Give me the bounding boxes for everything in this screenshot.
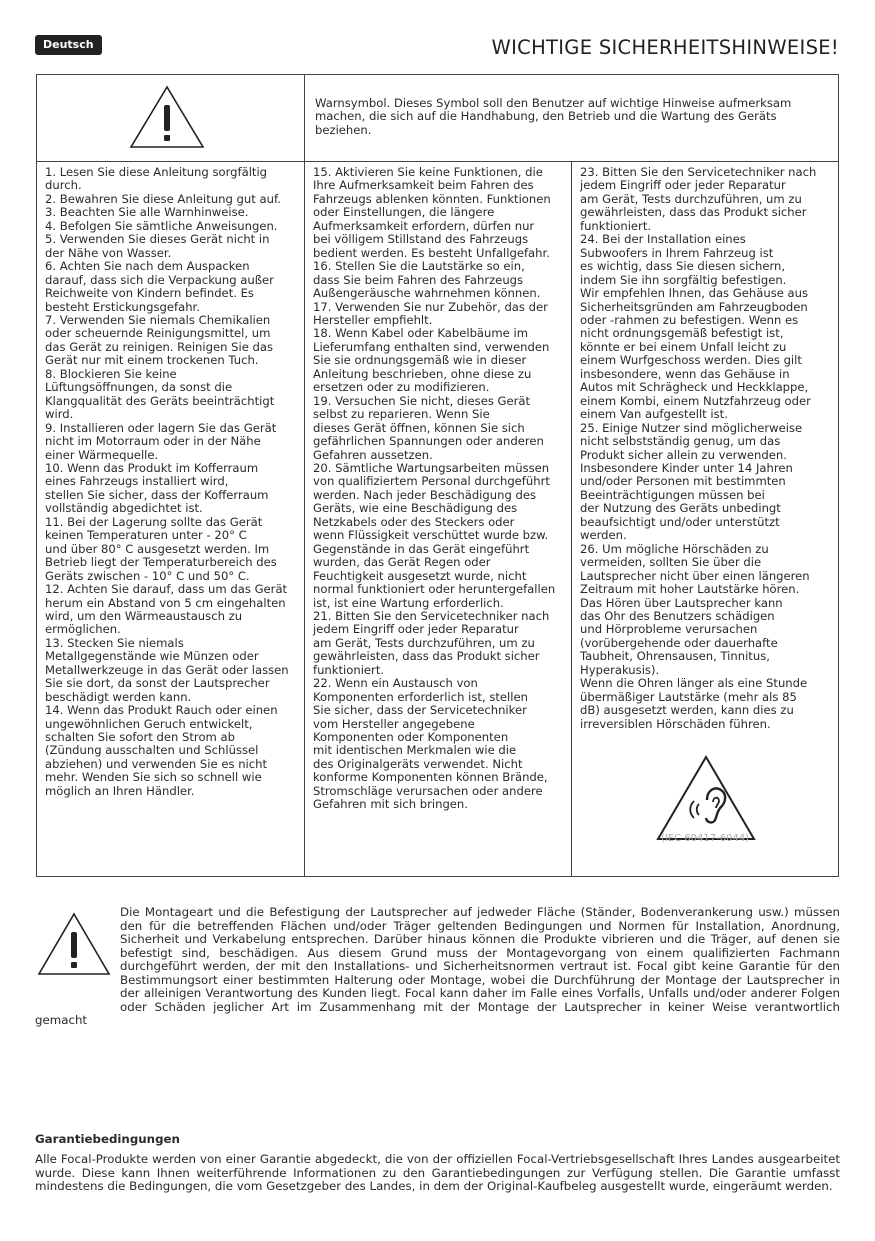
warning-triangle-icon bbox=[129, 85, 205, 149]
warning-symbol-description: Warnsymbol. Dieses Symbol soll den Benutzer auf wichtige Hinweise aufmerksam machen, die sich auf die Handhabung, den Betrieb und die Wartung des Geräts beziehen. bbox=[315, 96, 792, 137]
guarantee-text: Alle Focal-Produkte werden von einer Garantie abgedeckt, die von der offiziellen Focal-Vertriebsgesellschaft Ihres Landes ausgearbeitet wurde. Diese kann Ihnen weiterführende Informationen zu den Garantiebedingungen zur Verfügung stellen. Die Garantie umfasst mindestens die Bedingungen, die vom Gesetzgeber des Landes, in dem der Original-Kaufbeleg ausgestellt wurde, eingeräumt werden. bbox=[35, 1152, 840, 1193]
instructions-23-26: 23. Bitten Sie den Servicetechniker nach jedem Eingriff oder jeder Reparatur am Gerät, Tests durchzuführen, um zu gewährleisten, dass das Produkt sicher funktioniert. 24. Bei der Installation eines Subwoofers in Ihrem Fahrzeug ist es wichtig, dass Sie diesen sichern, indem Sie ihn sorgfältig befestigen. Wir empfehlen Ihnen, das Gehäuse aus Sicherheitsgründen am Fahrzeugboden oder -rahmen zu befestigen. Wenn es nicht ordnungsgemäß befestigt ist, könnte er bei einem Unfall leicht zu einem Wurfgeschoss werden. Dies gilt insbesondere, wenn das Gehäuse in Autos mit Schrägheck und Heckklappe, einem Kombi, einem Nutzfahrzeug oder einem Van aufgestellt ist. 25. Einige Nutzer sind möglicherweise nicht selbstständig genug, um das Produkt sicher allein zu verwenden. Insbesondere Kinder unter 14 Jahren und/oder Personen mit bestimmten Beeinträchtigungen müssen bei der Nutzung des Geräts unbedingt beaufsichtigt und/oder unterstützt werden. 26. Um mögliche Hörschäden zu vermeiden, sollten Sie über die Lautsprecher nicht über einen längeren Zeitraum mit hoher Lautstärke hören. Das Hören über Lautsprecher kann das Ohr des Benutzers schädigen und Hörprobleme verursachen (vorübergehende oder dauerhafte Taubheit, Ohrensausen, Tinnitus, Hyperakusis). Wenn die Ohren länger als eine Stunde übermäßiger Lautstärke (mehr als 85 dB) ausgesetzt werden, kann dies zu irreversiblen Hörschäden führen. bbox=[580, 165, 817, 731]
safety-instructions-table bbox=[36, 74, 839, 877]
language-badge: Deutsch bbox=[35, 35, 102, 55]
instructions-1-14: 1. Lesen Sie diese Anleitung sorgfältig durch. 2. Bewahren Sie diese Anleitung gut auf. 3. Beachten Sie alle Warnhinweise. 4. Befolgen Sie sämtliche Anweisungen. 5. Verwenden Sie dieses Gerät nicht in der Nähe von Wasser. 6. Achten Sie nach dem Auspacken darauf, dass sich die Verpackung außer Reichweite von Kindern befindet. Es besteht Erstickungsgefahr. 7. Verwenden Sie niemals Chemikalien oder scheuernde Reinigungsmittel, um das Gerät zu reinigen. Reinigen Sie das Gerät nur mit einem trockenen Tuch. 8. Blockieren Sie keine Lüftungsöffnungen, da sonst die Klangqualität des Geräts beeinträchtigt wird. 9. Installieren oder lagern Sie das Gerät nicht im Motorraum oder in der Nähe einer Wärmequelle. 10. Wenn das Produkt im Kofferraum eines Fahrzeugs installiert wird, stellen Sie sicher, dass der Kofferraum vollständig abgedichtet ist. 11. Bei der Lagerung sollte das Gerät keinen Temperaturen unter - 20° C und über 80° C ausgesetzt werden. Im Betrieb liegt der Temperaturbereich des Geräts zwischen - 10° C und 50° C. 12. Achten Sie darauf, dass um das Gerät herum ein Abstand von 5 cm eingehalten wird, um den Wärmeaustausch zu ermöglichen. 13. Stecken Sie niemals Metallgegenstände wie Münzen oder Metallwerkzeuge in das Gerät oder lassen Sie sie dort, da sonst der Lautsprecher beschädigt werden kann. 14. Wenn das Produkt Rauch oder einen ungewöhnlichen Geruch entwickelt, schalten Sie sofort den Strom ab (Zündung ausschalten und Schlüssel abziehen) und verwenden Sie es nicht mehr. Wenden Sie sich so schnell wie möglich an Ihren Händler. bbox=[45, 165, 289, 798]
instructions-column-2 bbox=[305, 162, 572, 877]
guarantee-title: Garantiebedingungen bbox=[35, 1132, 180, 1146]
warning-symbol-cell bbox=[37, 75, 305, 161]
mounting-notice bbox=[35, 906, 840, 1028]
iec-caption: (IEC 60417-6044) bbox=[660, 833, 750, 844]
instructions-column-1 bbox=[37, 162, 305, 877]
icon-spacer bbox=[35, 906, 120, 1001]
instructions-15-22: 15. Aktivieren Sie keine Funktionen, die Ihre Aufmerksamkeit beim Fahren des Fahrzeugs ablenken könnten. Funktionen oder Einstellungen, die längere Aufmerksamkeit erfordern, dürfen nur bei völligem Stillstand des Fahrzeugs bedient werden. Es besteht Unfallgefahr. 16. Stellen Sie die Lautstärke so ein, dass Sie beim Fahren des Fahrzeugs Außengeräusche wahrnehmen können. 17. Verwenden Sie nur Zubehör, das der Hersteller empfiehlt. 18. Wenn Kabel oder Kabelbäume im Lieferumfang enthalten sind, verwenden Sie sie ordnungsgemäß wie in dieser Anleitung beschrieben, ohne diese zu ersetzen oder zu modifizieren. 19. Versuchen Sie nicht, dieses Gerät selbst zu reparieren. Wenn Sie dieses Gerät öffnen, können Sie sich gefährlichen Spannungen oder anderen Gefahren aussetzen. 20. Sämtliche Wartungsarbeiten müssen von qualifiziertem Personal durchgeführt werden. Nach jeder Beschädigung des Geräts, wie eine Beschädigung des Netzkabels oder des Steckers oder wenn Flüssigkeit verschüttet wurde bzw. Gegenstände in das Gerät eingeführt wurden, das Gerät Regen oder Feuchtigkeit ausgesetzt wurde, nicht normal funktioniert oder heruntergefallen ist, ist eine Wartung erforderlich. 21. Bitten Sie den Servicetechniker nach jedem Eingriff oder jeder Reparatur am Gerät, Tests durchzuführen, um zu gewährleisten, dass das Produkt sicher funktioniert. 22. Wenn ein Austausch von Komponenten erforderlich ist, stellen Sie sicher, dass der Servicetechniker vom Hersteller angegebene Komponenten oder Komponenten mit identischen Merkmalen wie die des Originalgeräts verwendet. Nicht konforme Komponenten können Brände, Stromschläge verursachen oder andere Gefahren mit sich bringen. bbox=[313, 165, 556, 812]
hearing-warning-icon bbox=[655, 754, 757, 842]
warning-symbol-row bbox=[37, 75, 838, 162]
page-title: WICHTIGE SICHERHEITSHINWEISE! bbox=[491, 36, 839, 59]
instructions-column-3 bbox=[572, 162, 838, 877]
mounting-notice-text: Die Montageart und die Befestigung der Lautsprecher auf jedweder Fläche (Ständer, Bodenverankerung usw.) müssen den für die betreffenden Flächen und/oder Träger geltenden Bedingungen und Normen für Installation, Anordnung, Sicherheit und Verkabelung entsprechen. Darüber hinaus können die Produkte vibrieren und die Träger, auf denen sie befestigt sind, beschädigen. Aus diesem Grund muss der Montagevorgang von einem qualifizierten Fachmann durchgeführt werden, der mit den Installations- und Sicherheitsnormen vertraut ist. Focal gibt keine Garantie für den Bestimmungsort einer bestimmten Halterung oder Montage, wobei die Durchführung der Montage der Lautsprecher in der alleinigen Verantwortung des Kunden liegt. Focal kann daher im Falle eines Vorfalls, Unfalls und/oder anderer Folgen oder Schäden jeglicher Art im Zusammenhang mit der Montage der Lautsprecher in keiner Weise verantwortlich gemacht bbox=[35, 905, 840, 1027]
